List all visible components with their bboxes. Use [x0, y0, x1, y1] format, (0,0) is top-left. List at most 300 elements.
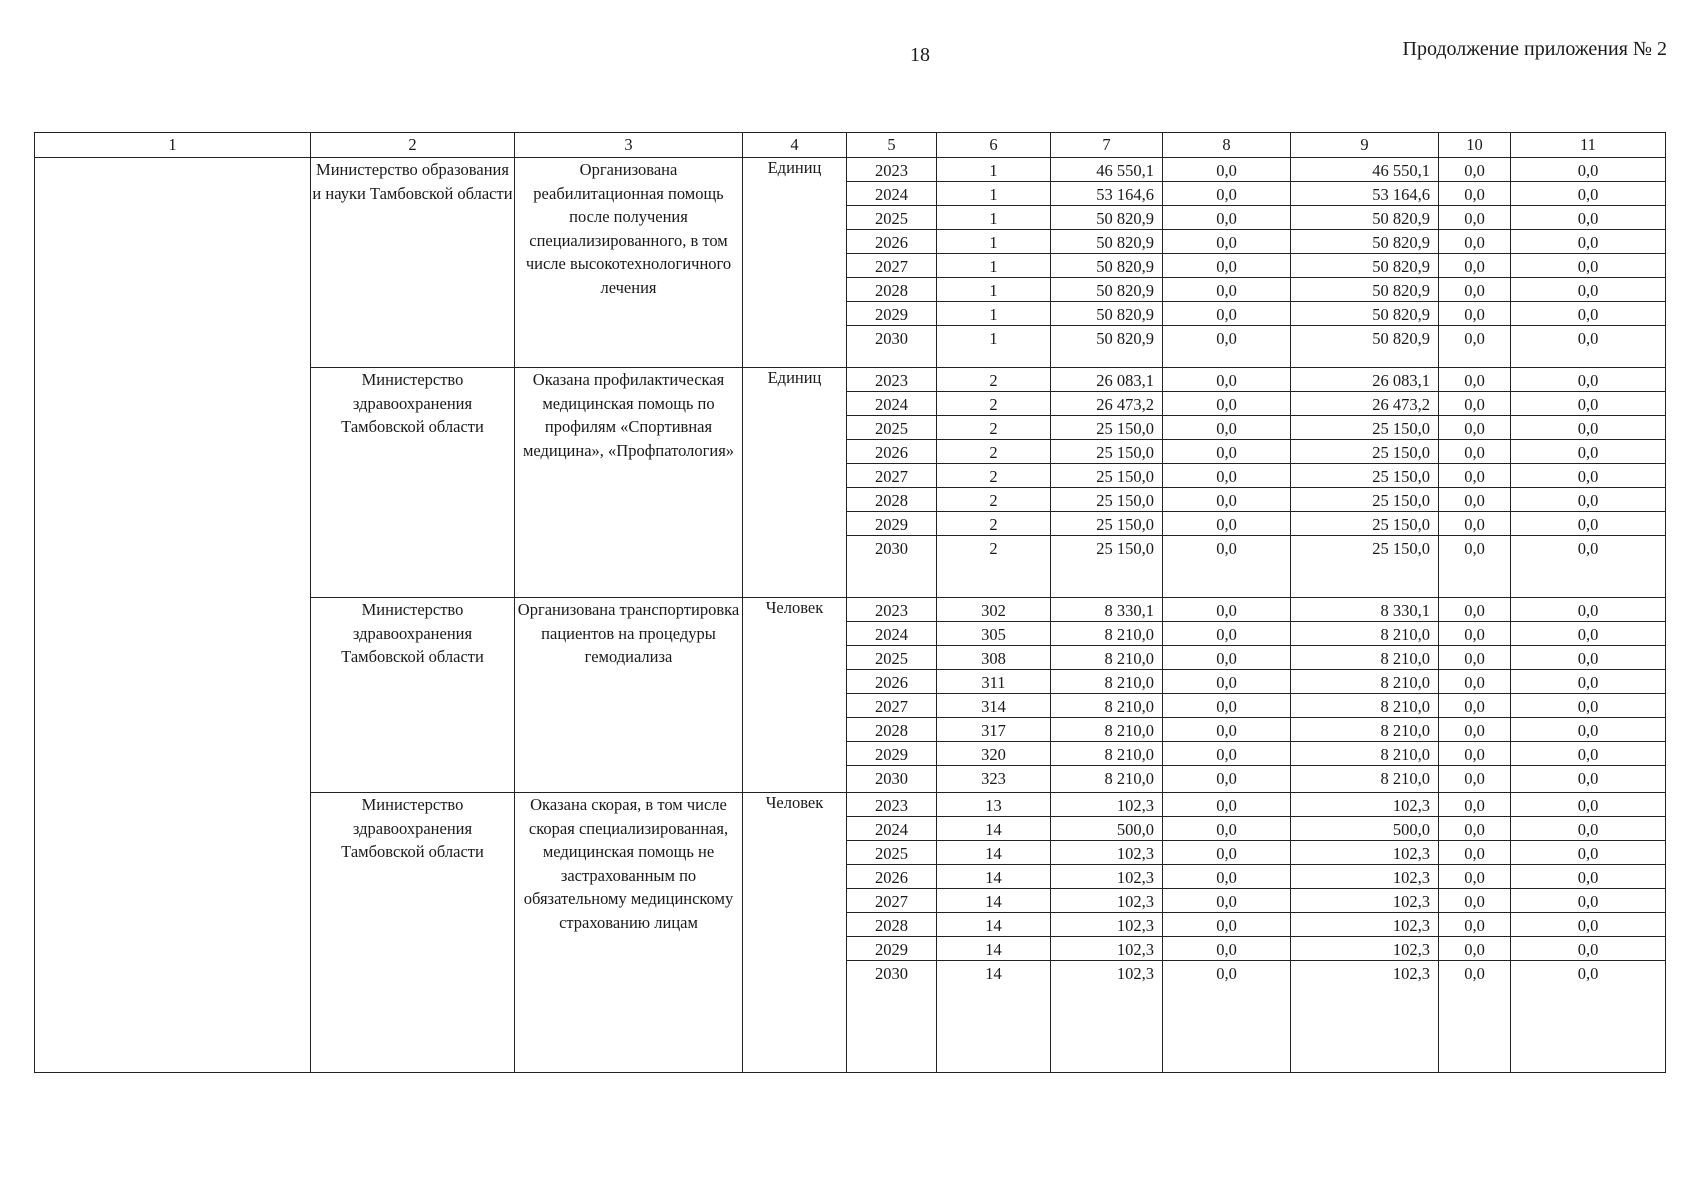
table-row — [937, 488, 1050, 512]
table-row — [1439, 392, 1510, 416]
table-row — [1291, 302, 1438, 326]
year-cell: 2027 — [847, 254, 936, 278]
table-row — [1163, 865, 1290, 889]
table-row — [1291, 937, 1438, 961]
value-col8-cell: 0,0 — [1163, 793, 1290, 817]
yearly-values-list — [847, 158, 936, 349]
value-col11-cell: 0,0 — [1577, 329, 1599, 348]
column-number-row — [35, 133, 1666, 158]
table-row — [1291, 230, 1438, 254]
table-row — [1291, 865, 1438, 889]
yearly-values-list — [1439, 158, 1510, 349]
table-row — [847, 302, 936, 326]
table-row — [1291, 536, 1438, 560]
value-col10-cell: 0,0 — [1439, 512, 1510, 536]
value-col8-cell: 0,0 — [1163, 913, 1290, 937]
table-row — [937, 841, 1050, 865]
table-row — [1439, 841, 1510, 865]
value-col7-cell: 25 150,0 — [1051, 488, 1162, 512]
table-row — [937, 254, 1050, 278]
table-row — [1291, 416, 1438, 440]
column-header: 4 — [743, 133, 847, 158]
value-col9-cell: 8 210,0 — [1291, 646, 1438, 670]
value-col8-cell: 0,0 — [1163, 416, 1290, 440]
table-row — [1291, 392, 1438, 416]
value-col9-cell: 8 210,0 — [1291, 742, 1438, 766]
table-row — [1051, 182, 1162, 206]
value-col8-cell: 0,0 — [1163, 622, 1290, 646]
value-col10-cell: 0,0 — [1439, 278, 1510, 302]
table-row — [847, 793, 936, 817]
year-cell: 2030 — [875, 769, 908, 788]
yearly-values-list — [847, 793, 936, 984]
table-row — [937, 464, 1050, 488]
table-row — [937, 913, 1050, 937]
table-row — [1051, 766, 1162, 790]
table-row — [847, 694, 936, 718]
value-col7-cell: 8 210,0 — [1051, 694, 1162, 718]
yearly-values-list — [1439, 598, 1510, 789]
value-col8-cell: 0,0 — [1163, 646, 1290, 670]
organization-cell: Министерство здравоохранения Тамбовской области — [311, 598, 515, 793]
value-col8-cell: 0,0 — [1163, 694, 1290, 718]
quantity-cell: 1 — [937, 182, 1050, 206]
year-cell: 2026 — [847, 670, 936, 694]
value-col10-cell: 0,0 — [1439, 254, 1510, 278]
table-row — [1511, 230, 1665, 254]
column-header: 9 — [1291, 133, 1439, 158]
table-row — [1163, 302, 1290, 326]
quantity-cell: 2 — [937, 512, 1050, 536]
value-col10-cell: 0,0 — [1439, 670, 1510, 694]
table-row — [1163, 206, 1290, 230]
year-cell: 2024 — [847, 817, 936, 841]
year-cell: 2029 — [847, 937, 936, 961]
table-row — [1439, 913, 1510, 937]
year-cell: 2024 — [847, 622, 936, 646]
table-row — [847, 326, 936, 350]
table-row — [937, 694, 1050, 718]
value-col9-cell: 50 820,9 — [1291, 230, 1438, 254]
table-row — [1291, 961, 1438, 985]
table-row — [1051, 793, 1162, 817]
table-row — [1163, 646, 1290, 670]
value-col10-cell: 0,0 — [1439, 488, 1510, 512]
yearly-values-list — [1163, 158, 1290, 349]
table-row — [1291, 913, 1438, 937]
value-col9-cell: 8 330,1 — [1291, 598, 1438, 622]
table-row — [847, 766, 936, 790]
quantity-cell: 1 — [937, 230, 1050, 254]
table-row — [847, 368, 936, 392]
quantity-cell: 14 — [937, 817, 1050, 841]
organization-cell: Министерство образования и науки Тамбовской области — [311, 158, 515, 368]
column-5-values — [847, 368, 937, 598]
table-row — [1511, 488, 1665, 512]
value-col10-cell: 0,0 — [1439, 230, 1510, 254]
value-col10-cell: 0,0 — [1439, 841, 1510, 865]
value-col8-cell: 0,0 — [1163, 206, 1290, 230]
column-11-values — [1511, 793, 1666, 1073]
value-col8-cell: 0,0 — [1163, 392, 1290, 416]
table-row — [1291, 206, 1438, 230]
table-row — [1163, 158, 1290, 182]
value-col9-cell: 500,0 — [1291, 817, 1438, 841]
table-row — [1163, 742, 1290, 766]
value-col11-cell: 0,0 — [1511, 646, 1665, 670]
table-row — [1439, 646, 1510, 670]
table-row — [1051, 440, 1162, 464]
value-col8-cell: 0,0 — [1163, 464, 1290, 488]
value-col7-cell: 8 210,0 — [1051, 718, 1162, 742]
table-row — [1163, 913, 1290, 937]
value-col10-cell: 0,0 — [1439, 718, 1510, 742]
yearly-values-list — [1439, 793, 1510, 984]
quantity-cell: 2 — [937, 368, 1050, 392]
table-row — [1511, 913, 1665, 937]
value-col8-cell: 0,0 — [1163, 670, 1290, 694]
table-row — [847, 230, 936, 254]
unit-cell: Единиц — [743, 158, 847, 368]
table-row — [1051, 598, 1162, 622]
table-row — [1439, 961, 1510, 985]
quantity-cell: 1 — [937, 278, 1050, 302]
table-row — [1511, 742, 1665, 766]
table-row — [1511, 440, 1665, 464]
table-row — [937, 742, 1050, 766]
table-row — [1439, 464, 1510, 488]
table-row — [1439, 416, 1510, 440]
data-table — [34, 132, 1666, 1073]
quantity-cell: 1 — [989, 329, 998, 348]
value-col8-cell: 0,0 — [1163, 937, 1290, 961]
yearly-values-list — [1291, 368, 1438, 559]
value-col7-cell: 8 210,0 — [1104, 769, 1154, 788]
value-col11-cell: 0,0 — [1511, 464, 1665, 488]
value-col7-cell: 25 150,0 — [1051, 416, 1162, 440]
year-cell: 2029 — [847, 742, 936, 766]
table-row — [1163, 622, 1290, 646]
page-number: 18 — [910, 44, 930, 66]
column-8-values — [1163, 158, 1291, 368]
table-row — [1511, 889, 1665, 913]
table-row — [1291, 817, 1438, 841]
table-row — [1051, 488, 1162, 512]
table-row — [847, 440, 936, 464]
yearly-values-list — [1291, 158, 1438, 349]
group-row — [35, 158, 1666, 368]
table-row — [1439, 718, 1510, 742]
value-col8-cell: 0,0 — [1163, 440, 1290, 464]
value-col9-cell: 25 150,0 — [1291, 416, 1438, 440]
table-row — [1163, 278, 1290, 302]
value-col7-cell: 26 473,2 — [1051, 392, 1162, 416]
quantity-cell: 13 — [937, 793, 1050, 817]
table-row — [1511, 512, 1665, 536]
quantity-cell: 1 — [937, 302, 1050, 326]
quantity-cell: 2 — [937, 464, 1050, 488]
table-row — [937, 622, 1050, 646]
table-row — [1051, 865, 1162, 889]
table-row — [1439, 206, 1510, 230]
value-col10-cell: 0,0 — [1439, 694, 1510, 718]
table-row — [1511, 182, 1665, 206]
table-row — [1163, 718, 1290, 742]
table-row — [847, 718, 936, 742]
year-cell: 2024 — [847, 392, 936, 416]
table-row — [1439, 512, 1510, 536]
year-cell: 2028 — [847, 488, 936, 512]
quantity-cell: 320 — [937, 742, 1050, 766]
table-row — [1511, 158, 1665, 182]
column-8-values — [1163, 793, 1291, 1073]
table-row — [1163, 961, 1290, 985]
value-col10-cell: 0,0 — [1439, 464, 1510, 488]
year-cell: 2023 — [847, 598, 936, 622]
table-row — [1511, 766, 1665, 790]
table-row — [1511, 464, 1665, 488]
value-col10-cell: 0,0 — [1439, 392, 1510, 416]
quantity-cell: 14 — [937, 937, 1050, 961]
table-row — [1291, 512, 1438, 536]
table-row — [1439, 865, 1510, 889]
column-7-values — [1051, 368, 1163, 598]
value-col11-cell: 0,0 — [1511, 230, 1665, 254]
yearly-values-list — [937, 158, 1050, 349]
table-row — [1511, 865, 1665, 889]
value-col8-cell: 0,0 — [1163, 230, 1290, 254]
value-col11-cell: 0,0 — [1511, 694, 1665, 718]
column-header: 2 — [311, 133, 515, 158]
value-col10-cell: 0,0 — [1439, 793, 1510, 817]
year-cell: 2025 — [847, 416, 936, 440]
table-row — [847, 512, 936, 536]
column-header: 7 — [1051, 133, 1163, 158]
yearly-values-list — [1511, 368, 1665, 559]
value-col8-cell: 0,0 — [1216, 329, 1237, 348]
quantity-cell: 2 — [937, 392, 1050, 416]
table-row — [1163, 536, 1290, 560]
year-cell: 2030 — [875, 964, 908, 983]
yearly-values-list — [937, 368, 1050, 559]
column-header: 10 — [1439, 133, 1511, 158]
column-6-values — [937, 158, 1051, 368]
table-row — [847, 646, 936, 670]
table-row — [1291, 742, 1438, 766]
table-row — [1439, 302, 1510, 326]
table-row — [1051, 326, 1162, 350]
year-cell: 2025 — [847, 841, 936, 865]
value-col9-cell: 8 210,0 — [1291, 622, 1438, 646]
yearly-values-list — [1051, 368, 1162, 559]
table-row — [1051, 158, 1162, 182]
result-description-cell: Оказана профилактическая медицинская помощь по профилям «Спортивная медицина», «Профпатология» — [515, 368, 743, 598]
value-col9-cell: 25 150,0 — [1291, 440, 1438, 464]
quantity-cell: 317 — [937, 718, 1050, 742]
table-row — [937, 206, 1050, 230]
table-row — [1291, 158, 1438, 182]
table-row — [1291, 254, 1438, 278]
column-7-values — [1051, 598, 1163, 793]
value-col9-cell: 50 820,9 — [1291, 254, 1438, 278]
value-col8-cell: 0,0 — [1163, 302, 1290, 326]
table-row — [847, 254, 936, 278]
table-row — [1051, 694, 1162, 718]
table-row — [847, 464, 936, 488]
value-col11-cell: 0,0 — [1511, 158, 1665, 182]
value-col8-cell: 0,0 — [1163, 368, 1290, 392]
table-row — [1511, 718, 1665, 742]
table-row — [937, 961, 1050, 985]
value-col8-cell: 0,0 — [1163, 158, 1290, 182]
table-row — [847, 670, 936, 694]
table-row — [1511, 961, 1665, 985]
value-col11-cell: 0,0 — [1577, 539, 1599, 558]
value-col7-cell: 500,0 — [1051, 817, 1162, 841]
table-row — [1291, 622, 1438, 646]
value-col7-cell: 50 820,9 — [1051, 230, 1162, 254]
value-col11-cell: 0,0 — [1511, 742, 1665, 766]
table-row — [1439, 326, 1510, 350]
organization-cell: Министерство здравоохранения Тамбовской области — [311, 793, 515, 1073]
yearly-values-list — [1051, 158, 1162, 349]
table-row — [1291, 766, 1438, 790]
table-row — [1051, 841, 1162, 865]
table-row — [937, 158, 1050, 182]
result-description-cell: Организована реабилитационная помощь после получения специализированного, в том числе высокотехнологичного лечения — [515, 158, 743, 368]
yearly-values-list — [1511, 793, 1665, 984]
column-header: 8 — [1163, 133, 1291, 158]
column-9-values — [1291, 793, 1439, 1073]
table-row — [1291, 598, 1438, 622]
table-row — [1163, 694, 1290, 718]
table-row — [1439, 598, 1510, 622]
quantity-cell: 14 — [937, 889, 1050, 913]
table-row — [937, 718, 1050, 742]
column-8-values — [1163, 368, 1291, 598]
value-col11-cell: 0,0 — [1511, 670, 1665, 694]
table-row — [1439, 694, 1510, 718]
table-row — [937, 392, 1050, 416]
yearly-values-list — [1163, 793, 1290, 984]
column-header: 5 — [847, 133, 937, 158]
value-col10-cell: 0,0 — [1439, 416, 1510, 440]
value-col11-cell: 0,0 — [1511, 416, 1665, 440]
table-row — [847, 889, 936, 913]
value-col11-cell: 0,0 — [1511, 392, 1665, 416]
table-row — [847, 182, 936, 206]
value-col9-cell: 50 820,9 — [1291, 278, 1438, 302]
yearly-values-list — [1291, 793, 1438, 984]
table-row — [1051, 368, 1162, 392]
table-row — [1051, 646, 1162, 670]
value-col10-cell: 0,0 — [1439, 182, 1510, 206]
table-row — [1439, 742, 1510, 766]
table-row — [1163, 254, 1290, 278]
value-col10-cell: 0,0 — [1439, 646, 1510, 670]
value-col7-cell: 8 210,0 — [1051, 670, 1162, 694]
unit-cell: Человек — [743, 598, 847, 793]
value-col9-cell: 8 210,0 — [1291, 670, 1438, 694]
table-row — [1051, 464, 1162, 488]
value-col11-cell: 0,0 — [1511, 440, 1665, 464]
value-col9-cell: 102,3 — [1291, 937, 1438, 961]
quantity-cell: 14 — [937, 913, 1050, 937]
value-col9-cell: 25 150,0 — [1291, 488, 1438, 512]
table-row — [937, 646, 1050, 670]
value-col9-cell: 8 210,0 — [1380, 769, 1430, 788]
table-row — [1051, 416, 1162, 440]
table-row — [1439, 368, 1510, 392]
table-row — [1511, 937, 1665, 961]
value-col8-cell: 0,0 — [1163, 742, 1290, 766]
value-col8-cell: 0,0 — [1163, 889, 1290, 913]
column-10-values — [1439, 368, 1511, 598]
value-col9-cell: 102,3 — [1291, 889, 1438, 913]
value-col11-cell: 0,0 — [1511, 254, 1665, 278]
table-row — [1439, 230, 1510, 254]
value-col7-cell: 25 150,0 — [1051, 512, 1162, 536]
table-row — [1511, 302, 1665, 326]
value-col11-cell: 0,0 — [1511, 488, 1665, 512]
year-cell: 2026 — [847, 440, 936, 464]
column-5-values — [847, 598, 937, 793]
yearly-values-list — [1051, 793, 1162, 984]
quantity-cell: 2 — [937, 488, 1050, 512]
table-row — [1291, 670, 1438, 694]
column-6-values — [937, 368, 1051, 598]
table-row — [1163, 182, 1290, 206]
value-col10-cell: 0,0 — [1464, 964, 1485, 983]
year-cell: 2026 — [847, 865, 936, 889]
value-col10-cell: 0,0 — [1464, 539, 1485, 558]
table-row — [1439, 622, 1510, 646]
value-col10-cell: 0,0 — [1439, 368, 1510, 392]
value-col11-cell: 0,0 — [1511, 278, 1665, 302]
table-row — [847, 865, 936, 889]
table-row — [1163, 464, 1290, 488]
value-col8-cell: 0,0 — [1216, 769, 1237, 788]
quantity-cell: 2 — [937, 416, 1050, 440]
value-col11-cell: 0,0 — [1511, 937, 1665, 961]
table-row — [1163, 793, 1290, 817]
table-row — [1051, 278, 1162, 302]
table-row — [1163, 937, 1290, 961]
value-col8-cell: 0,0 — [1163, 865, 1290, 889]
value-col11-cell: 0,0 — [1511, 368, 1665, 392]
table-row — [1291, 182, 1438, 206]
table-row — [1051, 961, 1162, 985]
quantity-cell: 2 — [937, 440, 1050, 464]
table-row — [937, 536, 1050, 560]
year-cell: 2023 — [847, 793, 936, 817]
table-row — [1163, 598, 1290, 622]
value-col8-cell: 0,0 — [1163, 278, 1290, 302]
column-header: 6 — [937, 133, 1051, 158]
value-col10-cell: 0,0 — [1464, 329, 1485, 348]
yearly-values-list — [1163, 598, 1290, 789]
table-row — [1291, 793, 1438, 817]
value-col8-cell: 0,0 — [1216, 539, 1237, 558]
column-header: 1 — [35, 133, 311, 158]
table-row — [847, 278, 936, 302]
column-11-values — [1511, 368, 1666, 598]
table-row — [937, 817, 1050, 841]
table-row — [1511, 694, 1665, 718]
yearly-values-list — [847, 598, 936, 789]
table-row — [1051, 206, 1162, 230]
value-col8-cell: 0,0 — [1163, 598, 1290, 622]
